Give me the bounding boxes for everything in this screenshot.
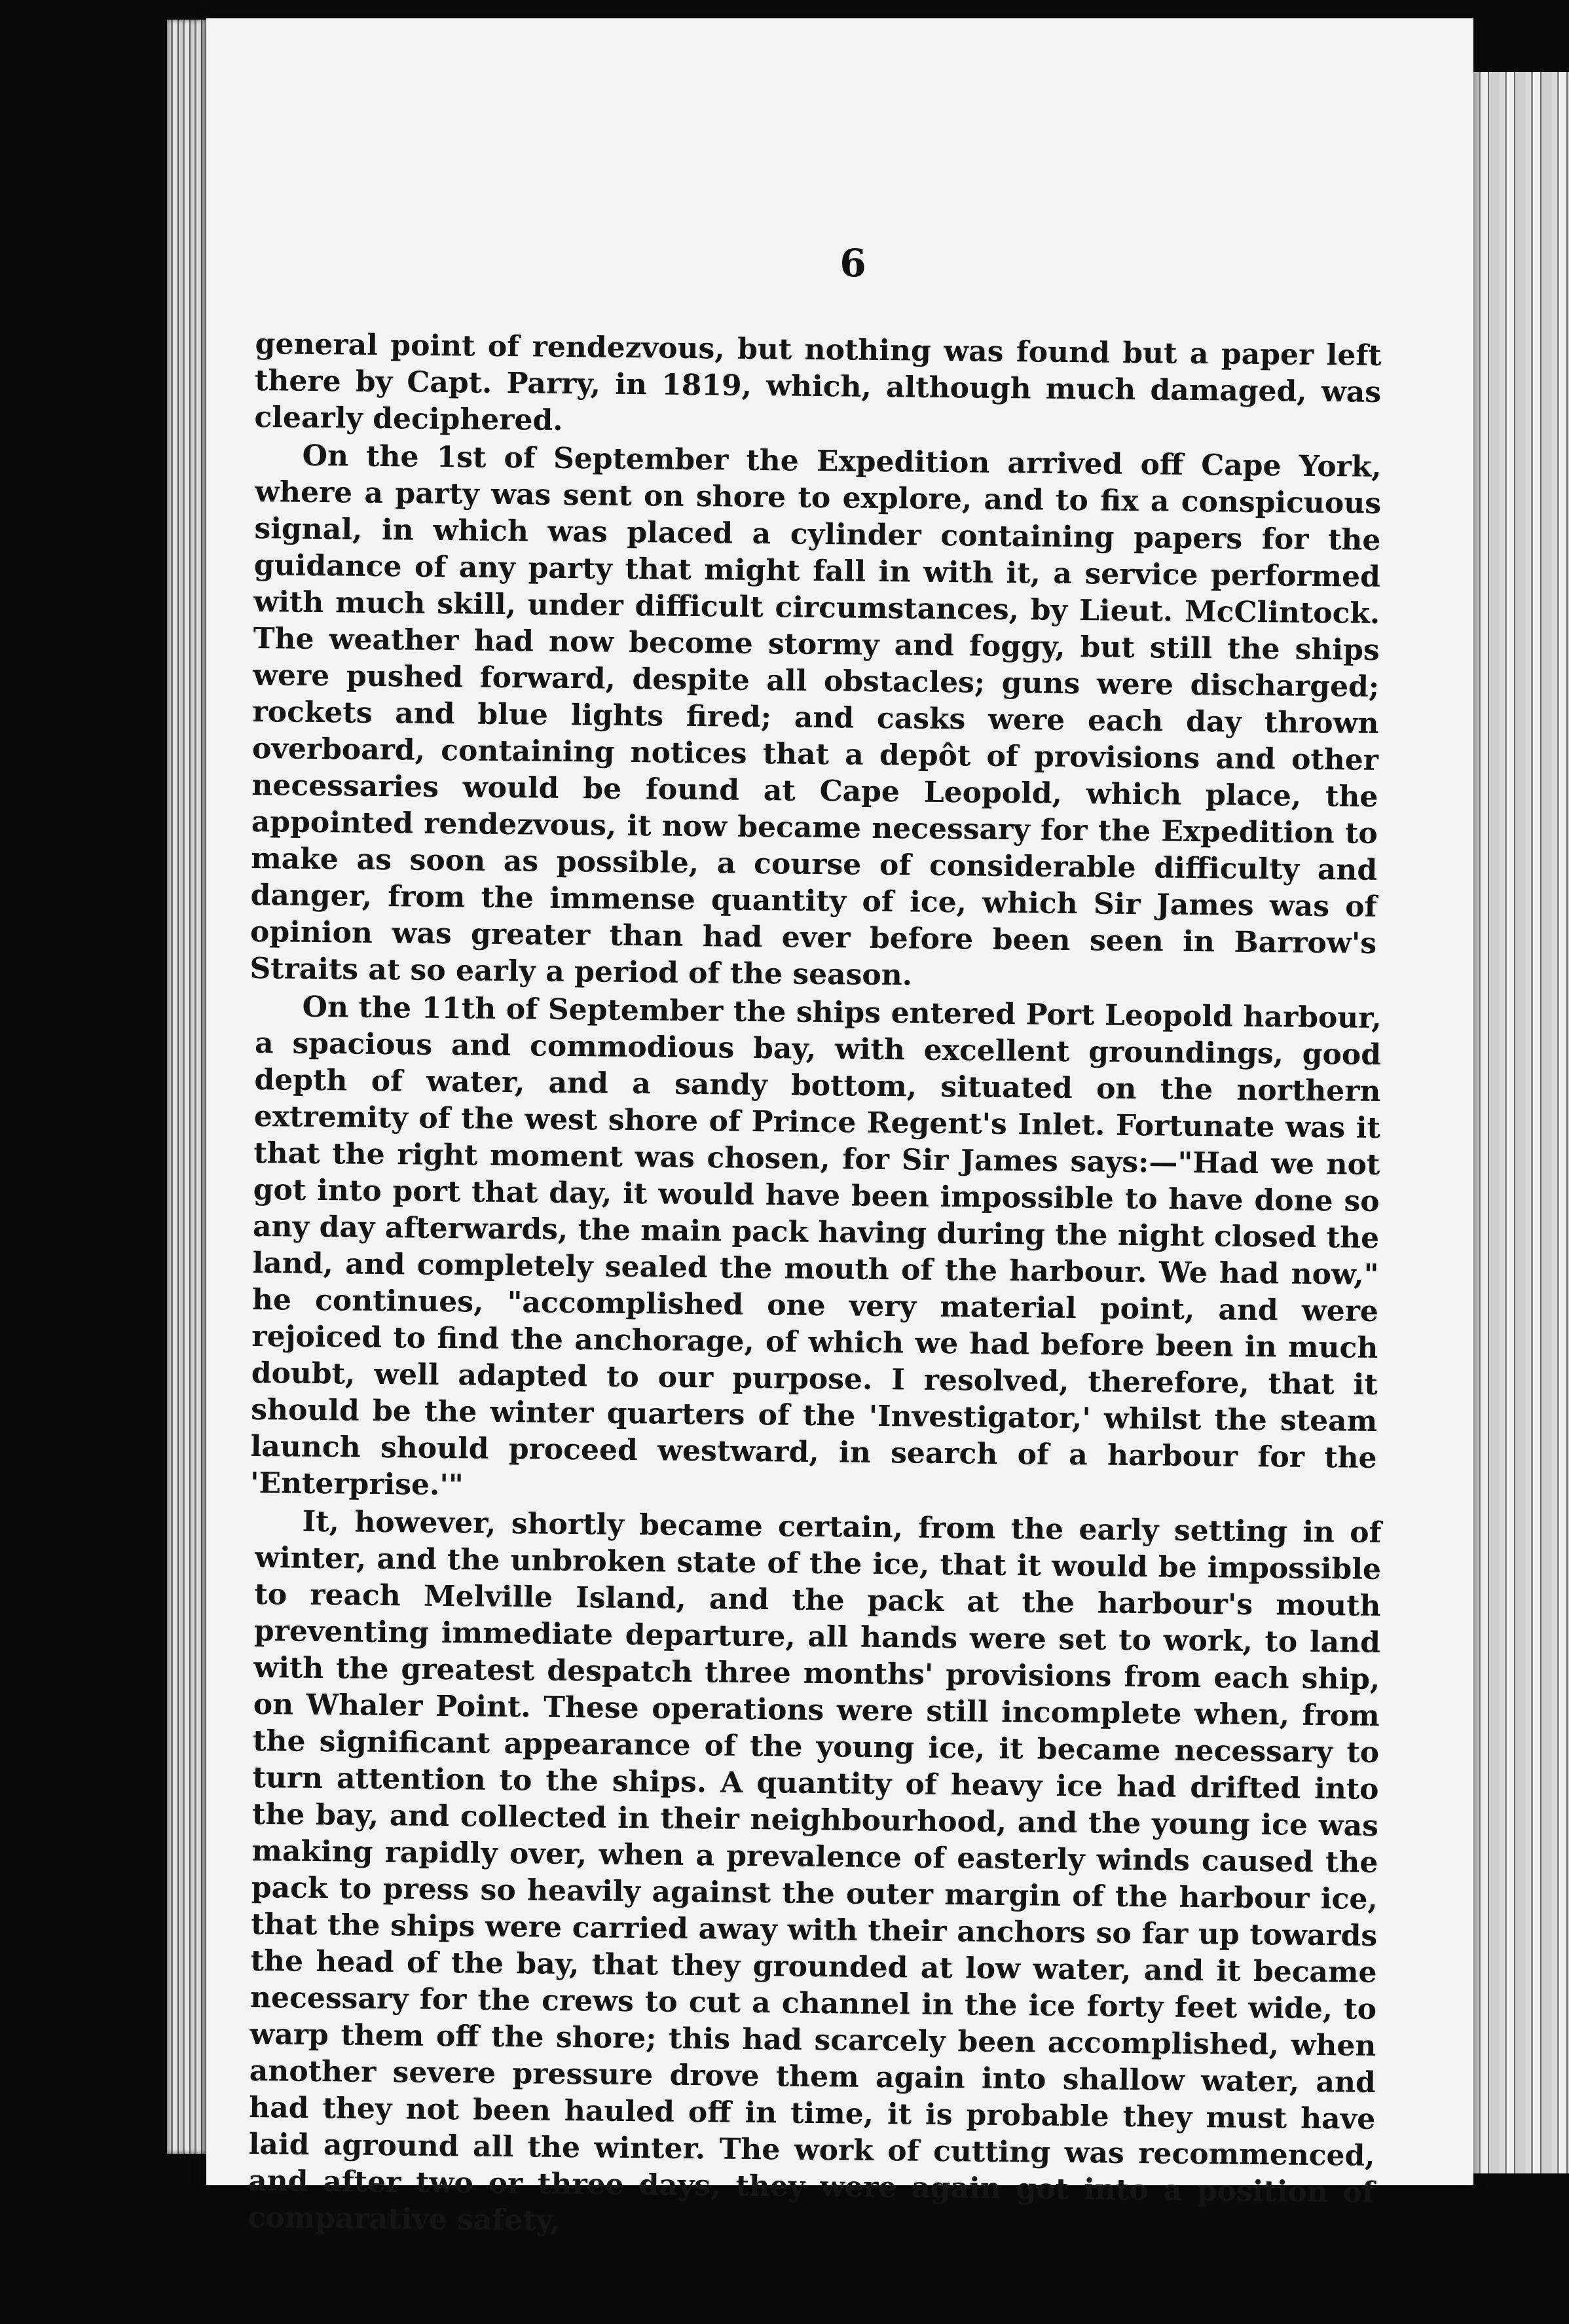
page-body (248, 326, 1382, 2238)
page-number: 6 (840, 241, 866, 285)
paragraph-cape-york: On the 1st of September the Expedition arrived off Cape York, where a party was sent on shore to explore, and to fix a conspicuous signal, in which was placed a cylinder containing papers for the guidance of any party that might fall in with it, a service performed with much skill, under difficult circumstances, by Lieut. McClintock. The weather had now become stormy and foggy, but still the ships were pushed forward, despite all obstacles; guns were discharged; rockets and blue lights fired; and casks were each day thrown overboard, containing notices that a depôt of provisions and other necessaries would be found at Cape Leopold, which place, the appointed rendezvous, it now became necessary for the Expedition to make as soon as possible, a course of considerable difficulty and danger, from the immense quantity of ice, which Sir James was of opinion was greater than had ever before been seen in Barrow's Straits at so early a period of the season. (249, 439, 1382, 992)
binding-edge (167, 20, 206, 2154)
next-page-edge (1473, 72, 1569, 2173)
book-page (206, 18, 1473, 2238)
paragraph-continued: general point of rendezvous, but nothing was found but a paper left there by Capt. Parry, in 1819, which, although much damaged, was clearly deciphered. (254, 327, 1382, 437)
paragraph-winter-ice: It, however, shortly became certain, from the early setting in of winter, and the unbroken state of the ice, that it would be impossible to reach Melville Island, and the pack at the harbour's mouth preventing immediate departure, all hands were set to work, to land with the greatest despatch three months' provisions from each ship, on Whaler Point. These operations were still incomplete when, from the significant appearance of the young ice, it became necessary to turn attention to the ships. A quantity of heavy ice had drifted into the bay, and collected in their neighbourhood, and the young ice was making rapidly over, when a prevalence of easterly winds caused the pack to press so heavily against the outer margin of the harbour ice, that the ships were carried away with their anchors so far up towards the head of the bay, that they grounded at low water, and it became necessary for the crews to cut a channel in the ice forty feet wide, to warp them off the shore; this had scarcely been accomplished, when another severe pressure drove them again into shallow water, and had they not been hauled off in time, it is probable they must have laid aground all the winter. The work of cutting was recommenced, and after two or three days, they were again got into a position of comparative safety, (248, 1504, 1382, 2238)
paragraph-port-leopold: On the 11th of September the ships entered Port Leopold harbour, a spacious and commodious bay, with excellent groundings, good depth of water, and a sandy bottom, situated on the northern extremity of the west shore of Prince Regent's Inlet. Fortunate was it that the right moment was chosen, for Sir James says:—"Had we not got into port that day, it would have been impossible to have done so any day afterwards, the main pack having during the night closed the land, and completely sealed the mouth of the harbour. We had now," he continues, "accomplished one very material point, and were rejoiced to find the anchorage, of which we had before been in much doubt, well adapted to our purpose. I resolved, therefore, that it should be the winter quarters of the 'Investigator,' whilst the steam launch should proceed westward, in search of a harbour for the 'Enterprise.'" (249, 990, 1382, 1502)
